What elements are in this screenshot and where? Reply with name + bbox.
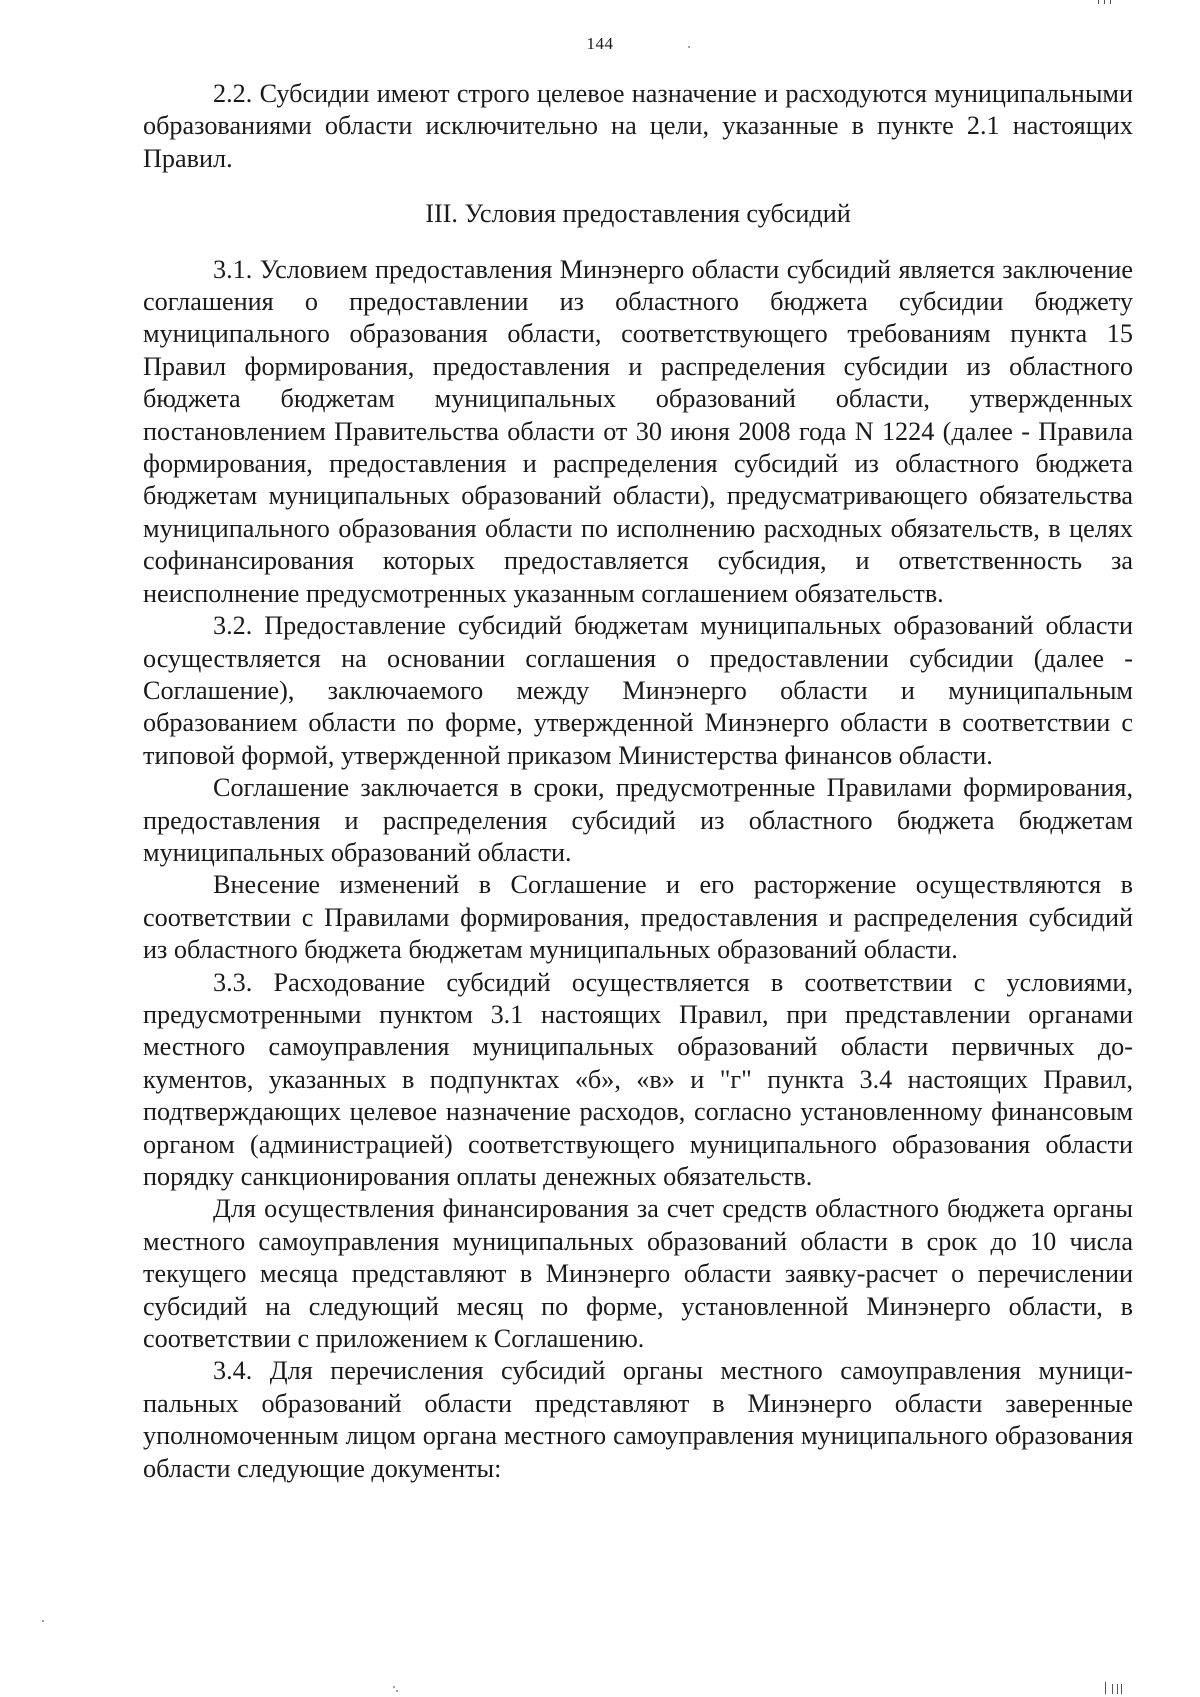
paragraph-3-3: 3.3. Расходование субсидий осуществляется в соответствии с условиями, предусмотренными пунктом 3.1 настоящих Правил, при представлении органами местного самоуправления муниципальных образований области первичных документов, указанных в подпунктах «б», «в» и "г" пункта 3.4 настоящих Правил, подтверждающих целевое назначение расходов, согласно установленному финансовым органом (администрацией) соответствующего муниципального образования области порядку санкционирования оплаты денежных обязательств. [143, 967, 1133, 1191]
scan-mark-bottom-right [1121, 1684, 1122, 1694]
scan-dot [393, 1686, 395, 1688]
scan-mark-bottom-right [1117, 1684, 1118, 1694]
scan-dot [42, 1620, 44, 1622]
section-heading-3: III. Условия предоставления субсидий [425, 199, 851, 229]
scan-mark-bottom-right [1105, 1682, 1106, 1694]
scan-mark-top-right [1104, 0, 1105, 4]
paragraph-3-3-financing: Для осуществления финансирования за счет средств областного бюджета органы местного самоуправления муниципальных образований области в срок до 10 числа текущего месяца представляют в Минэнерго области заявку-расчет о перечислении субсидий на следующий месяц по форме, установленной Минэнерго области, в соответствии с приложением к Соглашению. [143, 1194, 1133, 1354]
scan-mark-top-right [1110, 0, 1111, 4]
paragraph-3-2-agreement-changes: Внесение изменений в Соглашение и его расторжение осуществляются в соответствии с Правилами формирования, предоставления и распределения субсидий из областного бюджета бюджетам муниципальных образований области. [143, 870, 1133, 965]
scan-dot [396, 1690, 398, 1692]
paragraph-3-4: 3.4. Для перечисления субсидий органы местного самоуправления муниципальных образований области представляют в Минэнерго области заверенные уполномоченным лицом органа местного самоуправления муниципального образования области следующие документы: [143, 1356, 1133, 1483]
paragraph-3-2: 3.2. Предоставление субсидий бюджетам муниципальных образований области осуществляется на основании соглашения о предоставлении субсидии (далее - Соглашение), заключаемого между Минэнерго области и муниципальным образованием области по форме, утвержденной Минэнерго области в соответствии с типовой формой, утвержденной приказом Министерства финансов области. [143, 611, 1133, 770]
paragraph-3-2-agreement-terms: Соглашение заключается в сроки, предусмотренные Правилами формирования, предоставления и распределения субсидий из областного бюджета бюджетам муниципальных образований области. [143, 773, 1133, 867]
paragraph-3-1: 3.1. Условием предоставления Минэнерго области субсидий является заключение соглашения о предоставлении из областного бюджета субсидии бюджету муниципального образования области, соответствующего требованиям пункта 15 Правил формирования, предоставления и распределения субсидии из областного бюджета бюджетам муниципальных образований области, утвержденных постановлением Правительства области от 30 июня 2008 года N 1224 (далее - Правила формирования, предоставления и распределения субсидий из областного бюджета бюджетам муниципальных образований области), предусматривающего обязательства муниципального образования области по исполнению расходных обязательств, в целях софинансирования которых предоставляется субсидия, и ответственность за неисполнение предусмотренных указанным соглашением обязательств. [143, 254, 1133, 608]
page-number: 144 [586, 34, 614, 53]
document-body [143, 78, 1133, 1485]
scan-mark-bottom-right [1112, 1684, 1113, 1694]
scan-mark-top-right [1098, 0, 1099, 4]
paragraph-2-2: 2.2. Субсидии имеют строго целевое назначение и расходуются муниципальными образованиями области исключительно на цели, указанные в пункте 2.1 настоящих Правил. [143, 79, 1133, 173]
scan-dot [688, 46, 690, 48]
